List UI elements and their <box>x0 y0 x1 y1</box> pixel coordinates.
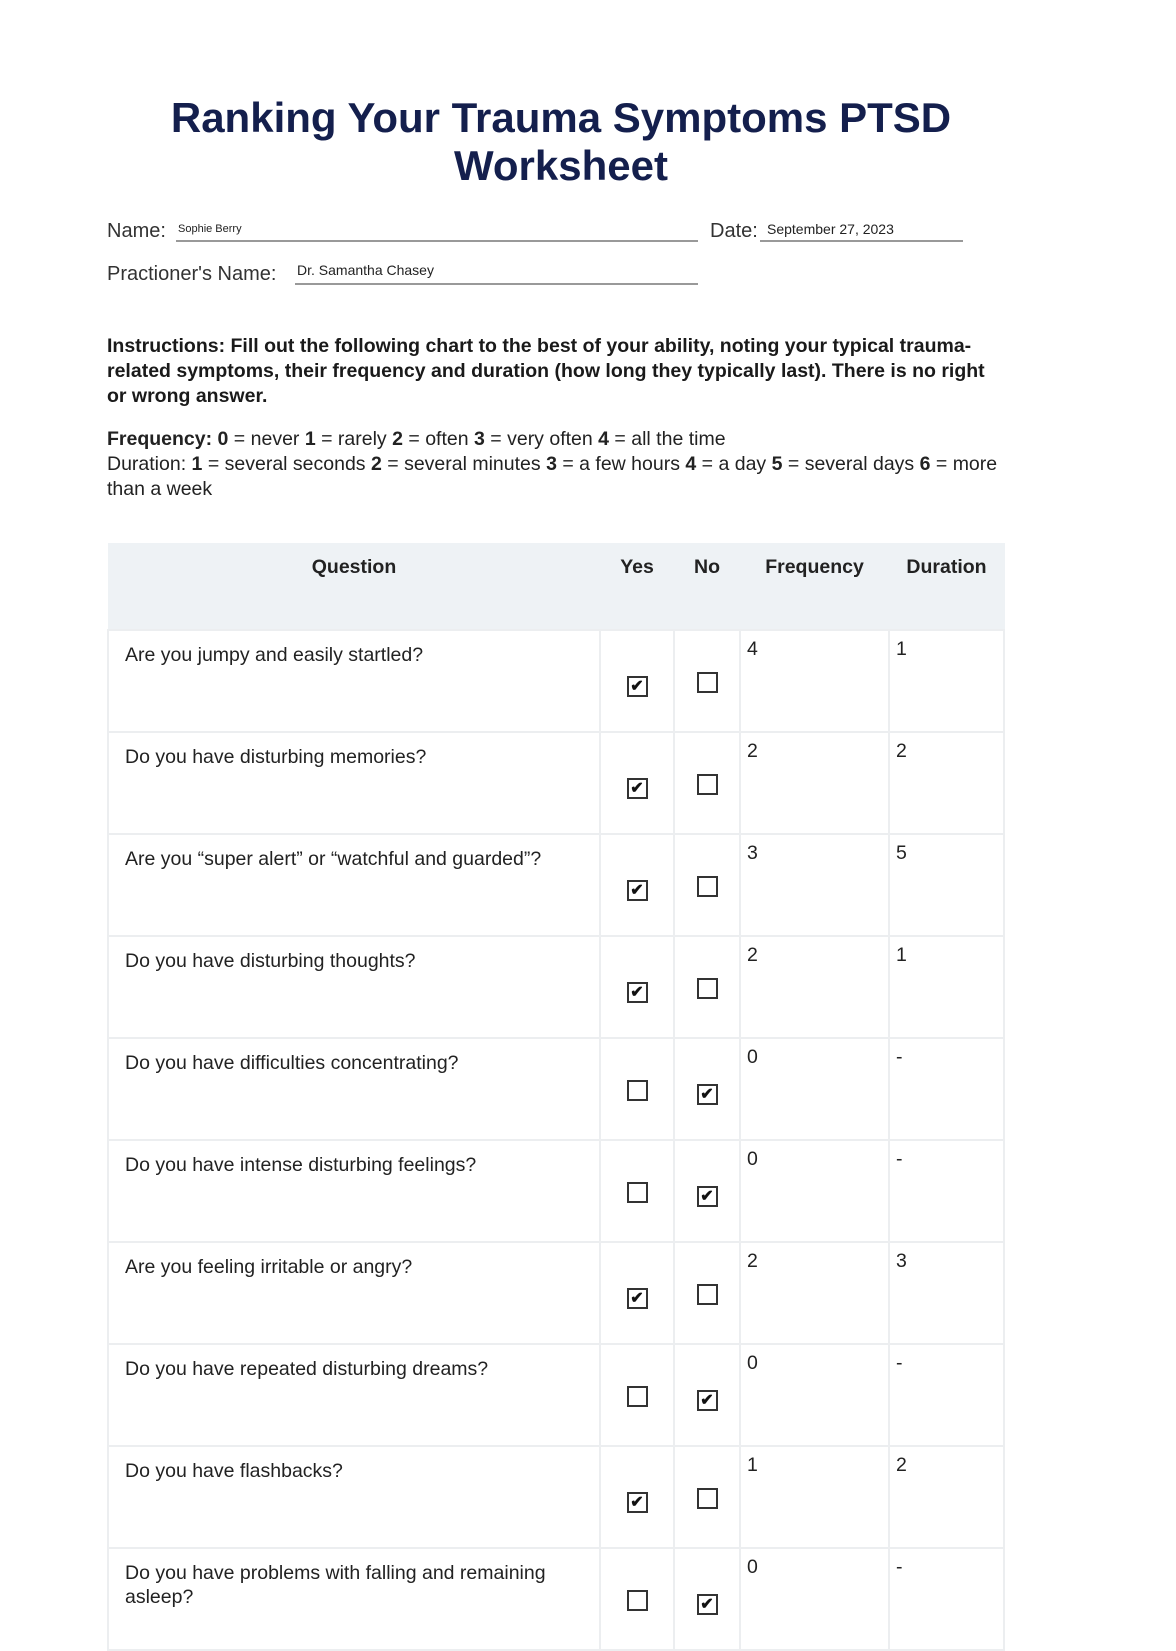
name-underline <box>176 240 698 242</box>
no-checkbox[interactable] <box>697 978 718 999</box>
legend-key: 4 <box>598 428 610 450</box>
frequency-value[interactable]: 2 <box>740 1242 889 1344</box>
question-text: Are you feeling irritable or angry? <box>108 1242 600 1344</box>
legend-key: 3 <box>474 428 485 450</box>
duration-value[interactable]: 1 <box>889 936 1004 1038</box>
question-text: Do you have repeated disturbing dreams? <box>108 1344 600 1446</box>
legend-key: 1 <box>191 453 203 475</box>
frequency-value[interactable]: 0 <box>740 1344 889 1446</box>
frequency-value[interactable]: 2 <box>740 732 889 834</box>
no-checkbox[interactable] <box>697 1284 718 1305</box>
legend-value: never <box>250 428 300 450</box>
symptoms-table <box>107 543 1005 1651</box>
header-duration: Duration <box>889 544 1004 631</box>
legend-value: rarely <box>337 428 387 450</box>
duration-value[interactable]: - <box>889 1344 1004 1446</box>
duration-value[interactable]: 3 <box>889 1242 1004 1344</box>
legend-value: a few hours <box>579 453 680 475</box>
yes-checkbox[interactable] <box>627 1590 648 1611</box>
instructions: Instructions: Fill out the following chart to the best of your ability, noting your typical trauma-related symptoms, their frequency and duration (how long they typically last). There is no right or wrong answer. <box>107 335 985 407</box>
name-label: Name: <box>107 220 166 242</box>
duration-value[interactable]: - <box>889 1140 1004 1242</box>
question-text: Do you have difficulties concentrating? <box>108 1038 600 1140</box>
legend-value: several seconds <box>224 453 366 475</box>
question-text: Do you have flashbacks? <box>108 1446 600 1548</box>
date-field[interactable]: September 27, 2023 <box>767 221 894 237</box>
table-row <box>108 1038 1004 1140</box>
no-checkbox[interactable]: ✔ <box>697 1186 718 1207</box>
header-no: No <box>674 544 740 631</box>
legend-key: 2 <box>370 453 382 475</box>
yes-checkbox[interactable]: ✔ <box>627 982 648 1003</box>
name-field[interactable]: Sophie Berry <box>178 223 242 235</box>
table-row <box>108 630 1004 732</box>
duration-value[interactable]: 2 <box>889 732 1004 834</box>
practitioner-underline <box>295 283 698 285</box>
question-text: Do you have intense disturbing feelings? <box>108 1140 600 1242</box>
table-row <box>108 1242 1004 1344</box>
table-row <box>108 732 1004 834</box>
legend-value: very often <box>507 428 593 450</box>
yes-checkbox[interactable]: ✔ <box>627 1492 648 1513</box>
legend-key: 5 <box>771 453 783 475</box>
yes-checkbox[interactable]: ✔ <box>627 1288 648 1309</box>
header-question: Question <box>108 544 600 631</box>
no-checkbox[interactable]: ✔ <box>697 1594 718 1615</box>
legend-value: all the time <box>631 428 726 450</box>
legend-label: Duration: <box>107 453 187 475</box>
duration-value[interactable]: 5 <box>889 834 1004 936</box>
header-yes: Yes <box>600 544 674 631</box>
yes-checkbox[interactable] <box>627 1182 648 1203</box>
date-label: Date: <box>710 220 758 242</box>
frequency-value[interactable]: 0 <box>740 1140 889 1242</box>
yes-checkbox[interactable]: ✔ <box>627 676 648 697</box>
header-frequency: Frequency <box>740 544 889 631</box>
duration-value[interactable]: - <box>889 1038 1004 1140</box>
legend-value: often <box>425 428 469 450</box>
practitioner-label: Practioner's Name: <box>107 263 277 285</box>
frequency-value[interactable]: 0 <box>740 1038 889 1140</box>
frequency-legend: Frequency: 0 = never 1 = rarely 2 = often 3 = very often 4 = all the time <box>107 428 726 450</box>
no-checkbox[interactable]: ✔ <box>697 1390 718 1411</box>
legend-label: Frequency: <box>107 428 213 450</box>
no-checkbox[interactable] <box>697 774 718 795</box>
table-row <box>108 1140 1004 1242</box>
table-row <box>108 834 1004 936</box>
frequency-value[interactable]: 0 <box>740 1548 889 1650</box>
legend-key: 3 <box>546 453 557 475</box>
no-checkbox[interactable] <box>697 876 718 897</box>
legend-key: 0 <box>217 428 229 450</box>
question-text: Are you “super alert” or “watchful and guarded”? <box>108 834 600 936</box>
legend-value: more than a week <box>107 453 998 500</box>
table-row <box>108 1344 1004 1446</box>
no-checkbox[interactable]: ✔ <box>697 1084 718 1105</box>
frequency-value[interactable]: 4 <box>740 630 889 732</box>
yes-checkbox[interactable]: ✔ <box>627 778 648 799</box>
question-text: Do you have disturbing thoughts? <box>108 936 600 1038</box>
yes-checkbox[interactable] <box>627 1386 648 1407</box>
yes-checkbox[interactable] <box>627 1080 648 1101</box>
legend-key: 2 <box>392 428 403 450</box>
practitioner-field[interactable]: Dr. Samantha Chasey <box>297 262 434 278</box>
legend-key: 4 <box>685 453 697 475</box>
no-checkbox[interactable] <box>697 1488 718 1509</box>
date-underline <box>760 240 963 242</box>
duration-value[interactable]: - <box>889 1548 1004 1650</box>
scale-legend <box>107 427 1027 502</box>
yes-checkbox[interactable]: ✔ <box>627 880 648 901</box>
legend-value: several minutes <box>404 453 541 475</box>
frequency-value[interactable]: 2 <box>740 936 889 1038</box>
question-text: Do you have disturbing memories? <box>108 732 600 834</box>
question-text: Are you jumpy and easily startled? <box>108 630 600 732</box>
legend-key: 6 <box>919 453 931 475</box>
legend-value: several days <box>804 453 915 475</box>
duration-legend: Duration: 1 = several seconds 2 = several minutes 3 = a few hours 4 = a day 5 = several days 6 = more than a week <box>107 453 998 500</box>
page-title: Ranking Your Trauma Symptoms PTSD Worksheet <box>170 94 952 189</box>
table-row <box>108 1548 1004 1650</box>
legend-value: a day <box>718 453 767 475</box>
table-header-row <box>108 544 1004 631</box>
duration-value[interactable]: 1 <box>889 630 1004 732</box>
table-row <box>108 936 1004 1038</box>
frequency-value[interactable]: 1 <box>740 1446 889 1548</box>
question-text: Do you have problems with falling and remaining asleep? <box>108 1548 600 1650</box>
legend-key: 1 <box>304 428 316 450</box>
no-checkbox[interactable] <box>697 672 718 693</box>
table-row <box>108 1446 1004 1548</box>
frequency-value[interactable]: 3 <box>740 834 889 936</box>
duration-value[interactable]: 2 <box>889 1446 1004 1548</box>
